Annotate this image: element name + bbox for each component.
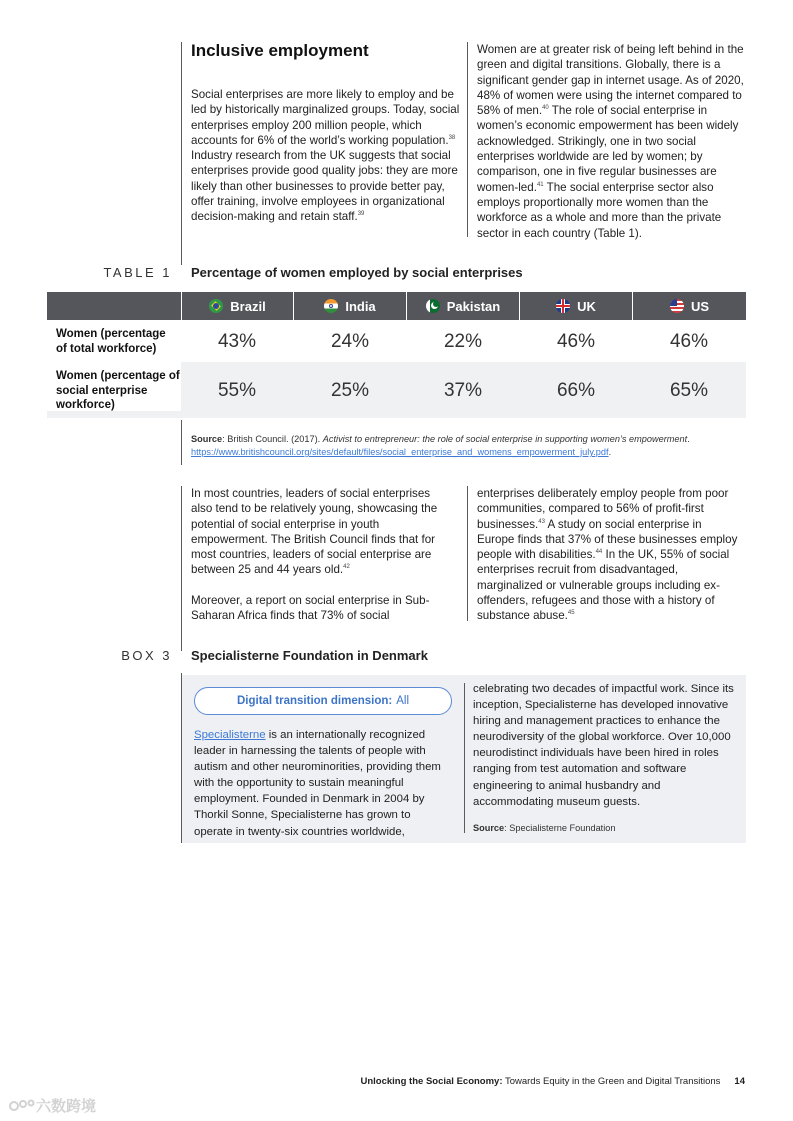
source-title: Activist to entrepreneur: the role of social enterprise in supporting women’s empowerment bbox=[322, 434, 688, 444]
source-label: Source bbox=[473, 823, 505, 833]
report-subtitle: Towards Equity in the Green and Digital Transitions bbox=[502, 1076, 721, 1087]
table-header-row bbox=[47, 292, 746, 320]
specialisterne-link[interactable]: Specialisterne bbox=[194, 729, 266, 741]
column-name: UK bbox=[577, 298, 596, 314]
table-cell: 55% bbox=[217, 380, 257, 401]
us-flag-icon bbox=[670, 299, 684, 313]
source-text: : British Council. (2017). bbox=[222, 434, 323, 444]
pakistan-flag-icon bbox=[426, 299, 440, 313]
column-name: US bbox=[690, 298, 710, 314]
footnote-ref[interactable]: 43 bbox=[538, 518, 545, 525]
right-column-rule bbox=[467, 42, 468, 237]
inclusive-left-paragraph bbox=[191, 87, 461, 225]
section-title: Inclusive employment bbox=[191, 41, 369, 60]
youth-right-paragraph bbox=[477, 486, 739, 624]
source-label: Source bbox=[191, 434, 223, 444]
column-header-pakistan bbox=[407, 292, 519, 320]
text: Women are at greater risk of being left behind in the green and digital transitions. Globally, there is a significant gender gap in internet usage. As of 2020, 48% of women were using the internet compared to 58% of men. bbox=[477, 43, 744, 118]
source-link[interactable]: https://www.britishcouncil.org/sites/default/files/social_enterprise_and_womens_empowerment_july.pdf bbox=[191, 447, 609, 457]
box-left-text bbox=[194, 727, 446, 840]
source-text: . bbox=[687, 434, 690, 444]
text: Industry research from the UK suggests that social enterprises provide good quality jobs: they are more likely than other businesses to provide better pay, offer training, involve employees in organizational decision-making and retain staff. bbox=[191, 149, 458, 224]
column-name: Brazil bbox=[230, 298, 266, 314]
table-title: Percentage of women employed by social enterprises bbox=[191, 265, 523, 280]
watermark-logo-icon bbox=[8, 1097, 36, 1115]
text: is an internationally recognized leader in harnessing the talents of people with autism and other neurominorities, providing them with the opportunity to sustain meaningful employment. Founded in Denmark in 2004 by Thorkil Sonne, Specialisterne has grown to operate in twenty-six countries worldwide, bbox=[194, 729, 441, 838]
text: Moreover, a report on social enterprise in Sub-Saharan Africa finds that 73% of social bbox=[191, 593, 430, 623]
source-text: : Specialisterne Foundation bbox=[504, 823, 616, 833]
table-cell: 46% bbox=[669, 331, 709, 352]
left-column-rule bbox=[181, 42, 182, 265]
inclusive-right-paragraph bbox=[477, 42, 745, 241]
footnote-ref[interactable]: 42 bbox=[343, 564, 350, 571]
box-column-rule bbox=[464, 683, 465, 833]
box-right-text bbox=[473, 681, 735, 810]
brazil-flag-icon bbox=[209, 299, 223, 313]
footnote-ref[interactable]: 41 bbox=[536, 181, 544, 188]
table-row bbox=[47, 362, 746, 418]
footnote-ref[interactable]: 45 bbox=[567, 610, 575, 617]
table-cell: 66% bbox=[556, 380, 596, 401]
column-header-us bbox=[633, 292, 746, 320]
table-cell: 37% bbox=[443, 380, 483, 401]
box-title: Specialisterne Foundation in Denmark bbox=[191, 648, 428, 663]
column-header-brazil bbox=[182, 292, 293, 320]
footnote-ref[interactable]: 40 bbox=[542, 105, 549, 112]
watermark bbox=[8, 1095, 96, 1116]
youth-right-rule bbox=[467, 486, 468, 621]
youth-left-paragraph bbox=[191, 486, 453, 623]
watermark-text: 六数跨境 bbox=[36, 1098, 97, 1115]
youth-left-rule bbox=[181, 486, 182, 651]
text: In most countries, leaders of social enterprises also tend to be relatively young, showcasing the potential of social enterprise in youth empowerment. The British Council finds that for most countries, leaders of social enterprise are between 25 and 44 years old. bbox=[191, 487, 438, 577]
table-cell: 65% bbox=[669, 380, 709, 401]
table-cell: 24% bbox=[330, 331, 370, 352]
text: Social enterprises are more likely to employ and be led by historically marginalized groups. Today, social enterprises employ 200 million people, which accounts for 6% of the world’s working population. bbox=[191, 88, 460, 147]
table-cell: 22% bbox=[443, 331, 483, 352]
india-flag-icon bbox=[324, 299, 338, 313]
text: enterprises deliberately employ people from poor communities, compared to 56% of profit-first businesses. bbox=[477, 487, 729, 531]
text: A study on social enterprise in Europe finds that 37% of these businesses employ people with disabilities. bbox=[477, 517, 738, 562]
source-text: . bbox=[608, 447, 612, 457]
report-title: Unlocking the Social Economy: bbox=[360, 1076, 503, 1087]
table-cell: 43% bbox=[217, 331, 257, 352]
digital-dimension-pill bbox=[194, 687, 452, 715]
text: In the UK, 55% of social enterprises recruit from disadvantaged, marginalized or vulnerable groups including ex-offenders, refugees and those with a history of substance abuse. bbox=[477, 548, 730, 623]
page-number: 14 bbox=[734, 1076, 745, 1087]
table-label: TABLE 1 bbox=[103, 265, 172, 280]
table-cell: 25% bbox=[330, 380, 370, 401]
column-header-uk bbox=[520, 292, 632, 320]
footnote-ref[interactable]: 44 bbox=[595, 549, 603, 556]
pill-label: Digital transition dimension: bbox=[236, 695, 393, 707]
box-label: BOX 3 bbox=[121, 648, 172, 663]
footnote-ref[interactable]: 39 bbox=[357, 211, 365, 218]
table-row bbox=[47, 320, 746, 362]
page-footer bbox=[361, 1076, 746, 1087]
uk-flag-icon bbox=[556, 299, 570, 313]
row-label: Women (percentage of total workforce) bbox=[56, 328, 166, 355]
table-left-rule bbox=[181, 420, 182, 465]
text: celebrating two decades of impactful work. Since its inception, Specialisterne has developed innovative hiring and management practices to enhance the neurodiversity of the global workforce. Over 10,000 neurodistinct individuals have been hired in roles ranging from test automation and software engineering to animal husbandry and accommodating museum guests. bbox=[473, 683, 734, 808]
box-source bbox=[473, 822, 616, 835]
text: The social enterprise sector also employs proportionally more women than the workforce as a whole and more than the private sector in each country (Table 1). bbox=[477, 180, 722, 240]
table-source bbox=[191, 433, 741, 459]
footnote-ref[interactable]: 38 bbox=[448, 135, 456, 142]
column-name: India bbox=[345, 298, 376, 314]
row-label: Women (percentage of social enterprise workforce) bbox=[47, 362, 181, 411]
pill-value: All bbox=[396, 695, 410, 707]
text: The role of social enterprise in women’s economic empowerment has been widely acknowledged. Strikingly, one in two social enterprises worldwide are led by women; by comparison, one in five regular businesses are women-led. bbox=[477, 104, 739, 194]
column-header-india bbox=[294, 292, 406, 320]
table-cell: 46% bbox=[556, 331, 596, 352]
column-name: Pakistan bbox=[446, 298, 501, 314]
